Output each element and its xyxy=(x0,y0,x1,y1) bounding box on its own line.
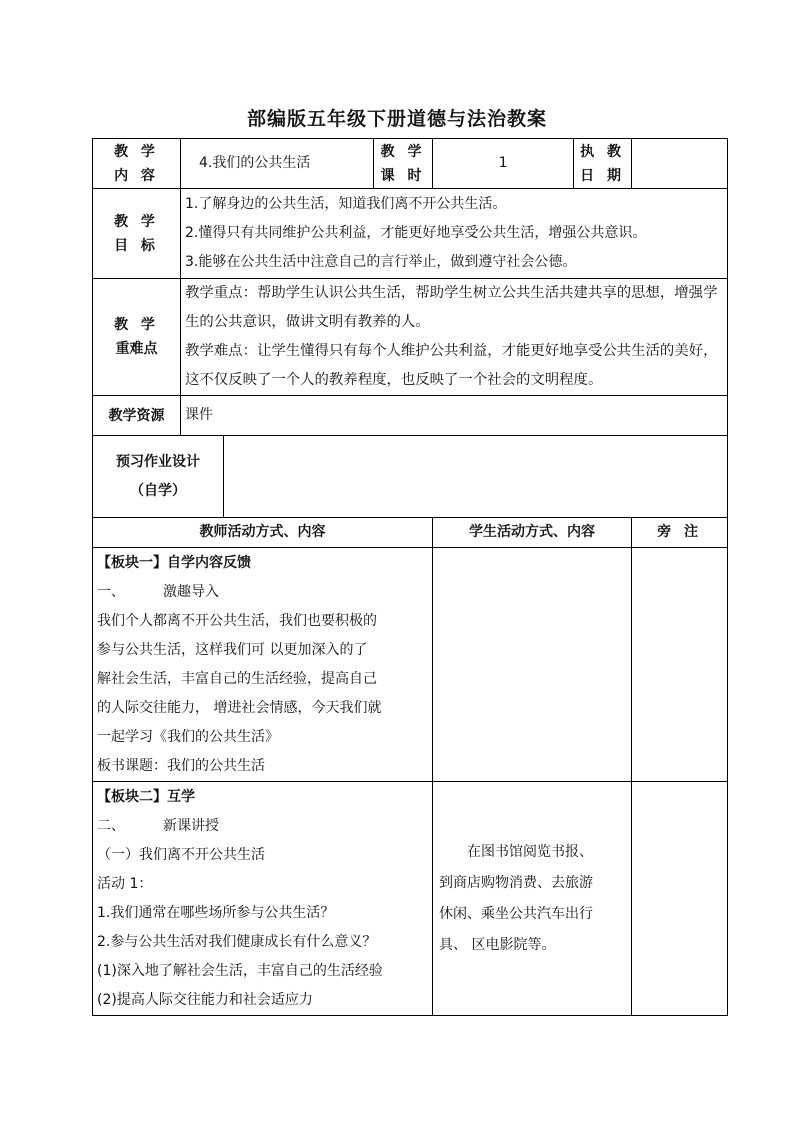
block2-question: (2)提高人际交往能力和社会适应力 xyxy=(97,992,313,1008)
student-line: 休闲、乘坐公共汽车出行 xyxy=(439,905,594,922)
block1-para-line: 参与公共生活，这样我们可 以更加深入的了 xyxy=(97,642,368,658)
focus-content xyxy=(181,279,728,396)
block1-note xyxy=(632,548,728,782)
goals-label-2: 目 标 xyxy=(114,237,159,254)
goals-label-1: 教 学 xyxy=(114,213,159,230)
date-label-2: 日 期 xyxy=(580,167,625,184)
content-value: 4.我们的公共生活 xyxy=(181,139,374,189)
student-line: 在图书馆阅览书报、 xyxy=(467,843,594,860)
block2-section-no: 二、 xyxy=(97,818,125,834)
content-label-1: 教 学 xyxy=(114,143,159,160)
difficulty: 教学难点：让学生懂得只有每个人维护公共利益，才能更好地享受公共生活的美好，这不仅反映了一个人的教养程度，也反映了一个社会的文明程度。 xyxy=(185,343,718,388)
focus-row xyxy=(93,279,728,396)
date-label-cell xyxy=(574,139,632,189)
resources-row xyxy=(93,396,728,436)
block1-para-line: 解社会生活，丰富自己的生活经验，提高自己 xyxy=(97,671,377,687)
block2-question: 2.参与公共生活对我们健康成长有什么意义？ xyxy=(97,934,377,950)
block1-para-line: 的人际交往能力， 增进社会情感，今天我们就 xyxy=(97,700,382,716)
focus-label-1: 教 学 xyxy=(114,317,159,333)
block1-para-line: 我们个人都离不开公共生活，我们也要积极的 xyxy=(97,613,377,629)
teacher-activity-header: 教师活动方式、内容 xyxy=(93,518,433,548)
document-title: 部编版五年级下册道德与法治教案 xyxy=(246,108,547,130)
goals-label-cell xyxy=(93,189,181,279)
focus-label-cell xyxy=(93,279,181,396)
hours-label-2: 课 时 xyxy=(380,167,426,184)
key-point: 教学重点：帮助学生认识公共生活，帮助学生树立公共生活共建共享的思想，增强学生的公共意识，做讲文明有教养的人。 xyxy=(185,285,718,330)
block1-teacher xyxy=(93,548,433,782)
block2-teacher xyxy=(93,782,433,1016)
goal-item: 2.懂得只有共同维护公共利益，才能更好地享受公共生活，增强公共意识。 xyxy=(185,225,647,241)
resources-label: 教学资源 xyxy=(93,396,181,436)
goals-row xyxy=(93,189,728,279)
block2-student xyxy=(433,782,632,1016)
block2-section xyxy=(97,812,428,841)
block2-activity: 活动 1： xyxy=(97,876,153,892)
block1-heading: 【板块一】自学内容反馈 xyxy=(97,555,251,571)
focus-label-2: 重难点 xyxy=(115,341,158,357)
block2-note xyxy=(632,782,728,1016)
block2-question: (1)深入地了解社会生活，丰富自己的生活经验 xyxy=(97,963,383,979)
lesson-plan-table xyxy=(92,138,728,1016)
goals-content xyxy=(181,189,728,279)
date-value xyxy=(632,139,728,189)
goal-item: 3.能够在公共生活中注意自己的言行举止，做到遵守社会公德。 xyxy=(185,254,577,270)
hours-label-1: 教 学 xyxy=(380,143,426,160)
resources-value: 课件 xyxy=(181,396,728,436)
block2-subtitle: （一）我们离不开公共生活 xyxy=(97,847,265,863)
block1-section-title: 激趣导入 xyxy=(163,584,219,600)
note-header: 旁 注 xyxy=(632,518,728,548)
header-row xyxy=(93,139,728,189)
block1-student xyxy=(433,548,632,782)
date-label-1: 执 教 xyxy=(580,143,625,160)
student-activity-header: 学生活动方式、内容 xyxy=(433,518,632,548)
hours-label-cell xyxy=(374,139,433,189)
student-line: 到商店购物消费、去旅游 xyxy=(439,874,594,891)
block1-section xyxy=(97,578,428,607)
block2-question: 1.我们通常在哪些场所参与公共生活？ xyxy=(97,905,335,921)
preview-label-2: （自学） xyxy=(130,482,186,499)
student-line: 具、 区电影院等。 xyxy=(439,936,556,953)
content-label-cell xyxy=(93,139,181,189)
activity-header-row xyxy=(93,518,728,548)
goal-item: 1.了解身边的公共生活，知道我们离不开公共生活。 xyxy=(185,196,507,212)
block1-board-title: 板书课题：我们的公共生活 xyxy=(97,758,265,774)
hours-value: 1 xyxy=(433,139,574,189)
block1-section-no: 一、 xyxy=(97,584,125,600)
block2-row xyxy=(93,782,728,1016)
preview-label-1: 预习作业设计 xyxy=(116,453,200,470)
block1-row xyxy=(93,548,728,782)
block2-section-title: 新课讲授 xyxy=(163,818,219,834)
preview-row xyxy=(93,436,728,518)
block1-para-line: 一起学习《我们的公共生活》 xyxy=(97,729,279,745)
preview-value xyxy=(224,436,728,518)
content-label-2: 内 容 xyxy=(114,167,159,184)
preview-label-cell xyxy=(93,436,224,518)
block2-heading: 【板块二】互学 xyxy=(97,789,195,805)
